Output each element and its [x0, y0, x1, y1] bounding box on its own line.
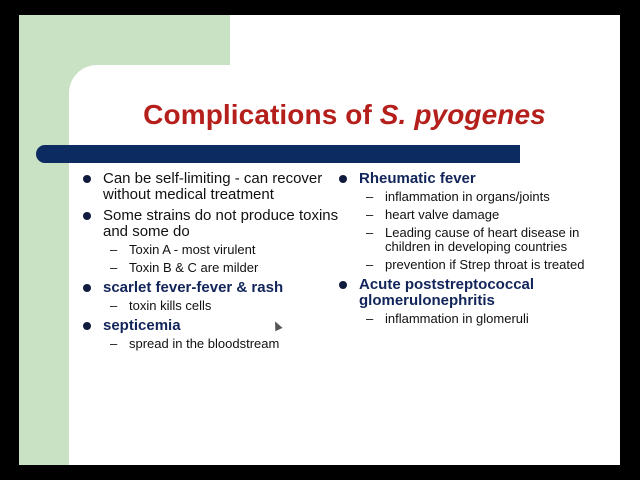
bullet-text: septicemia: [103, 317, 181, 334]
bullet-text: Acute poststreptococcal glomerulonephritis: [359, 276, 535, 309]
bullet-text: scarlet fever-fever & rash: [103, 279, 284, 296]
sub-bullet-list: [359, 190, 607, 272]
left-bullet-item: [81, 280, 341, 313]
sub-bullet-list: [103, 337, 341, 351]
left-column: [81, 171, 341, 356]
dash-icon: –: [366, 225, 374, 240]
sub-bullet-text: inflammation in glomeruli: [385, 311, 529, 326]
bullet-dot-icon: [83, 212, 91, 220]
dash-icon: –: [110, 260, 118, 275]
bullet-text: Can be self-limiting - can recover without medical treatment: [103, 170, 323, 203]
sub-bullet-item: [359, 258, 607, 272]
sub-bullet-item: [103, 243, 341, 257]
sub-bullet-list: [103, 299, 341, 313]
sub-bullet-text: spread in the bloodstream: [129, 336, 280, 351]
bullet-text: Rheumatic fever: [359, 170, 476, 187]
slide: [19, 15, 620, 465]
dash-icon: –: [366, 207, 374, 222]
sub-bullet-text: Toxin B & C are milder: [129, 260, 259, 275]
left-bullet-item: [81, 318, 341, 351]
sub-bullet-text: heart valve damage: [385, 207, 500, 222]
left-bullet-item: [81, 171, 341, 203]
bullet-dot-icon: [83, 175, 91, 183]
sub-bullet-text: Toxin A - most virulent: [129, 242, 256, 257]
sub-bullet-text: inflammation in organs/joints: [385, 189, 550, 204]
sub-bullet-text: prevention if Strep throat is treated: [385, 257, 585, 272]
dash-icon: –: [366, 189, 374, 204]
sub-bullet-item: [359, 190, 607, 204]
sub-bullet-item: [359, 226, 607, 254]
bullet-dot-icon: [339, 281, 347, 289]
left-bullet-list: [81, 171, 341, 351]
sub-bullet-item: [359, 312, 607, 326]
right-bullet-item: [337, 277, 607, 326]
bullet-text: Some strains do not produce toxins and some do: [103, 207, 339, 240]
right-bullet-item: [337, 171, 607, 272]
bullet-dot-icon: [339, 175, 347, 183]
title-italic: S. pyogenes: [379, 99, 546, 130]
bullet-dot-icon: [83, 322, 91, 330]
dash-icon: –: [110, 336, 118, 351]
sub-bullet-list: [103, 243, 341, 275]
sub-bullet-list: [359, 312, 607, 326]
dash-icon: –: [110, 242, 118, 257]
slide-title: [69, 99, 620, 131]
right-column: [337, 171, 607, 331]
sub-bullet-item: [103, 337, 341, 351]
dash-icon: –: [110, 298, 118, 313]
sub-bullet-text: toxin kills cells: [129, 298, 212, 313]
sub-bullet-item: [103, 261, 341, 275]
sub-bullet-item: [103, 299, 341, 313]
left-bullet-item: [81, 208, 341, 275]
bullet-dot-icon: [83, 284, 91, 292]
dash-icon: –: [366, 257, 374, 272]
title-divider-bar: [36, 145, 520, 163]
sub-bullet-text: Leading cause of heart disease in children in developing countries: [385, 225, 580, 254]
right-bullet-list: [337, 171, 607, 326]
dash-icon: –: [366, 311, 374, 326]
title-main: Complications of: [143, 99, 380, 130]
sub-bullet-item: [359, 208, 607, 222]
